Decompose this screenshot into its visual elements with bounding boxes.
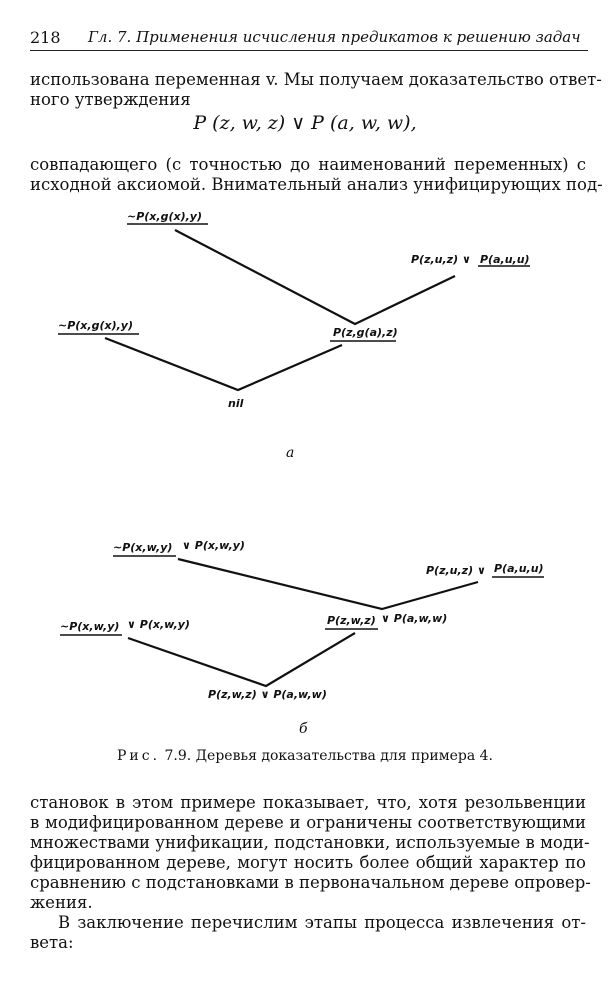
- tree-b-node-3-right: ∨ P(x,w,y): [127, 618, 190, 631]
- text-line: множествами унификации, подстановки, используемые в моди-: [30, 833, 590, 852]
- proof-tree-b: [60, 539, 544, 737]
- tree-a-label: а: [286, 445, 295, 461]
- running-head: Гл. 7. Применения исчисления предикатов к решению задач: [88, 28, 581, 46]
- text-line: использована переменная v. Мы получаем доказательство ответ-: [30, 70, 602, 89]
- text-line: в модифицированном дереве и ограничены соответствующими: [30, 813, 586, 832]
- text-line: фицированном дереве, могут носить более общий характер по: [30, 853, 586, 872]
- tree-a-edge-lower: [105, 338, 342, 390]
- tree-b-node-4-left: P(z,w,z): [327, 614, 376, 627]
- tree-a-node-4: P(z,g(a),z): [333, 326, 398, 339]
- caption-label: Рис.: [116, 748, 161, 764]
- tree-a-node-5: nil: [228, 397, 244, 410]
- tree-a-edge-upper: [175, 230, 455, 324]
- text-line: жения.: [30, 893, 93, 912]
- tree-b-node-2-left: P(z,u,z) ∨: [426, 564, 486, 577]
- paragraph-final: [30, 913, 586, 953]
- tree-a-node-2-right: P(a,u,u): [480, 253, 530, 266]
- figure-caption: [0, 748, 610, 764]
- text-line: совпадающего (с точностью до наименований переменных) с: [30, 155, 586, 174]
- text-line: становок в этом примере показывает, что, хотя резольвенции: [30, 793, 586, 812]
- tree-b-node-3-left: ~P(x,w,y): [60, 620, 120, 633]
- tree-b-node-1-right: ∨ P(x,w,y): [182, 539, 245, 552]
- text-line: вета:: [30, 933, 74, 952]
- tree-b-node-4-right: ∨ P(a,w,w): [381, 612, 448, 625]
- tree-b-node-5: P(z,w,z) ∨ P(a,w,w): [208, 688, 327, 701]
- tree-a-node-3: ~P(x,g(x),y): [58, 319, 133, 332]
- tree-b-node-1-left: ~P(x,w,y): [113, 541, 173, 554]
- proof-tree-a: [58, 210, 530, 461]
- caption-text: 7.9. Деревья доказательства для примера 4.: [164, 748, 493, 764]
- tree-b-edge-lower: [128, 633, 355, 686]
- text-line: ного утверждения: [30, 90, 191, 109]
- tree-b-label: б: [299, 721, 308, 737]
- page-number: 218: [30, 28, 61, 47]
- text-line: сравнению с подстановками в первоначальном дереве опровер-: [30, 873, 591, 892]
- text-line: В заключение перечислим этапы процесса извлечения от-: [58, 913, 586, 932]
- tree-a-node-2-left: P(z,u,z) ∨: [411, 253, 471, 266]
- paragraph-bottom: [30, 793, 591, 913]
- tree-b-node-2-right: P(a,u,u): [494, 562, 544, 575]
- text-line: исходной аксиомой. Внимательный анализ унифицирующих под-: [30, 175, 603, 194]
- formula: P (z, w, z) ∨ P (a, w, w),: [193, 112, 417, 134]
- tree-a-node-1: ~P(x,g(x),y): [127, 210, 202, 223]
